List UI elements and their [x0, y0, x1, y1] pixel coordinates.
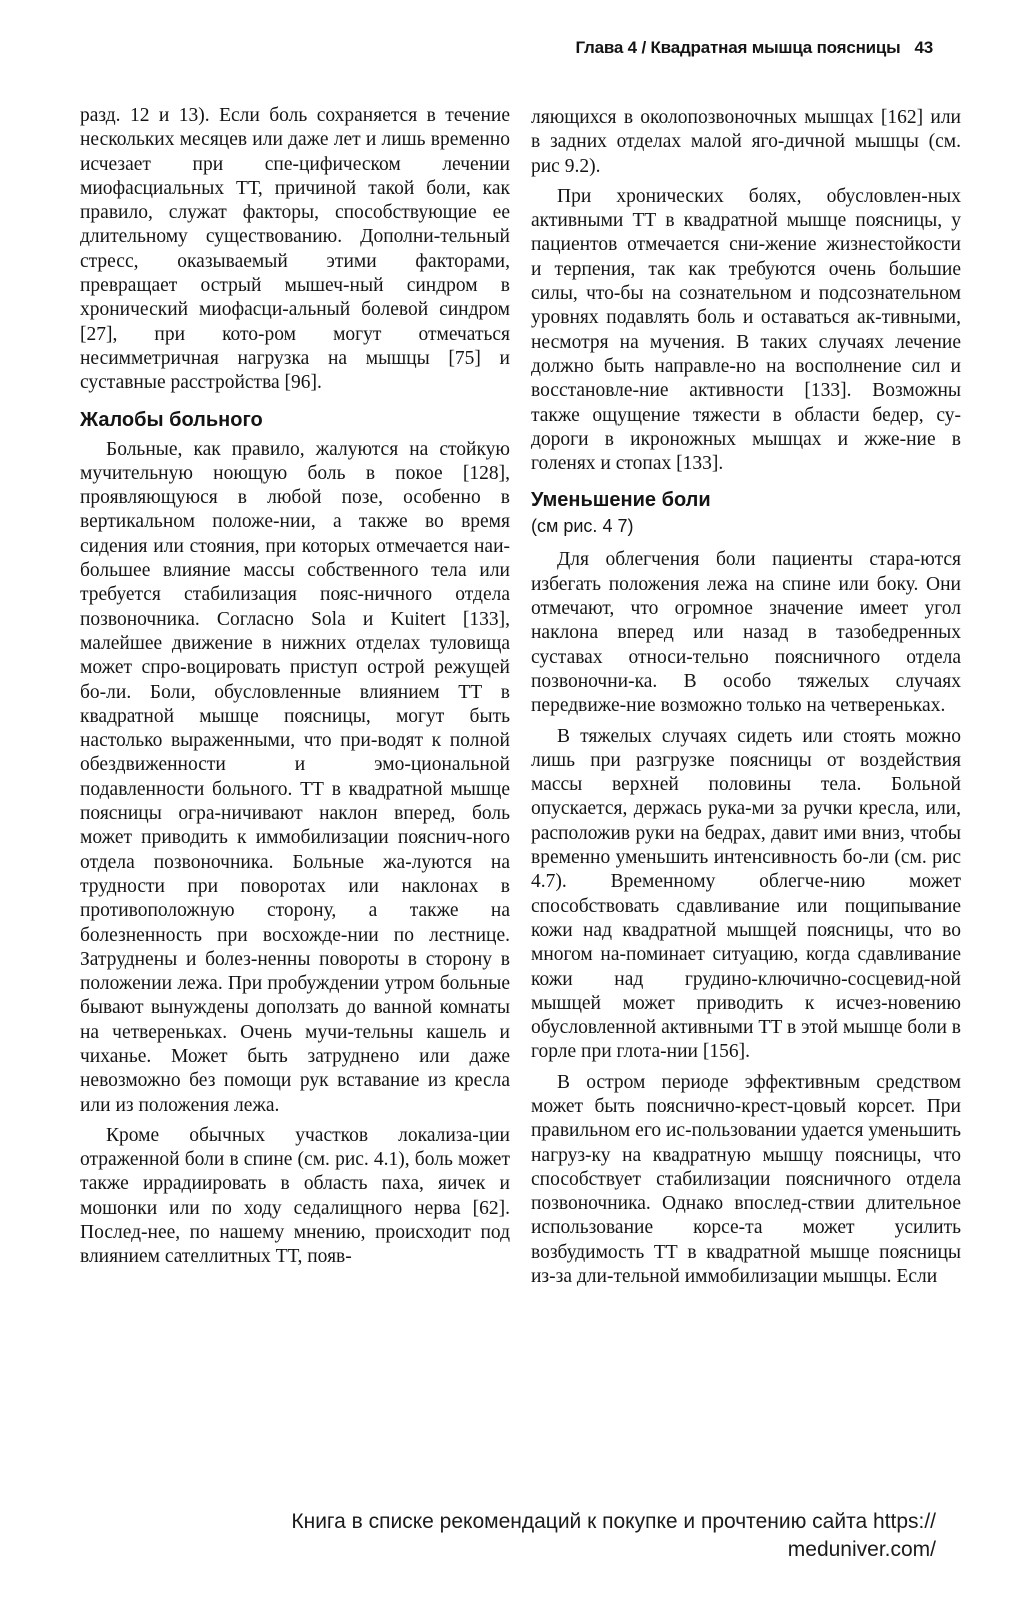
right-column — [531, 106, 961, 1295]
figure-reference: (см рис. 4 7) — [531, 516, 634, 537]
paragraph: Для облегчения боли пациенты стара-ются избегать положения лежа на спине или боку. Они отмечают, что огромное значение имеет угол наклона вперед или назад в тазобедренных суставах относи-тельно поясничного отдела позвоночни-ка. В особо тяжелых случаях передвиже-ние возможно только на четвереньках. — [531, 549, 961, 717]
paragraph: Больные, как правило, жалуются на стойкую мучительную ноющую боль в покое [128], проявляющуюся в любой позе, особенно в вертикальном положе-нии, а также во время сидения или стояния, при которых отмечается наи-большее влияние массы собственного тела или требуется стабилизация пояс-ничного отдела позвоночника. Согласно Sola и Kuitert [133], малейшее движение в нижних отделах туловища может спро-воцировать приступ острой режущей бо-ли. Боли, обусловленные влиянием ТТ в квадратной мышце поясницы, могут быть настолько выраженными, что при-водят к полной обездвиженности и эмо-циональной подавленности больного. ТТ в квадратной мышце поясницы огра-ничивают наклон вперед, боль может приводить к иммобилизации пояснич-ного отдела позвоночника. Больные жа-луются на трудности при поворотах или наклонах в противоположную сторону, а также на болезненность при восхожде-нии по лестнице. Затруднены и болез-ненны повороты в сторону в положении лежа. При пробуждении утром больные бывают вынуждены доползать до ванной комнаты на четвереньках. Очень мучи-тельны кашель и чиханье. Может быть затруднено или даже невозможно без помощи рук вставание из кресла или из положения лежа. — [80, 438, 510, 1116]
chapter-title: Глава 4 / Квадратная мышца поясницы — [575, 38, 901, 57]
paragraph: Кроме обычных участков локализа-ции отраженной боли в спине (см. рис. 4.1), боль может также иррадиировать в область паха, яичек и мошонки или по ходу седалищного нерва [62]. Послед-нее, по нашему мнению, происходит под влиянием сателлитных ТТ, появ- — [80, 1124, 510, 1268]
paragraph: ляющихся в околопозвоночных мышцах [162] или в задних отделах малой яго-дичной мышцы (см. рис 9.2). — [531, 107, 961, 177]
footer-line-1: Книга в списке рекомендаций к покупке и прочтению сайта https:// — [291, 1510, 936, 1533]
section-heading-complaints: Жалобы больного — [80, 408, 263, 431]
paragraph: В тяжелых случаях сидеть или стоять можно лишь при разгрузке поясницы от воздействия массы верхней половины тела. Больной опускается, держась рука-ми за ручки кресла, или, расположив руки на бедрах, давит ими вниз, чтобы временно уменьшить интенсивность бо-ли (см. рис 4.7). Временному облегче-нию может способствовать сдавливание или пощипывание кожи над квадратной мышцей поясницы, что во многом на-поминает ситуацию, когда сдавливание кожи над грудино-ключично-сосцевид-ной мышцей может приводить к исчез-новению обусловленной активными ТТ в этой мышце боли в горле при глота-нии [156]. — [531, 725, 961, 1063]
paragraph: разд. 12 и 13). Если боль сохраняется в течение нескольких месяцев или даже лет и лишь временно исчезает при спе-цифическом лечении миофасциальных ТТ, причиной такой боли, как правило, служат факторы, способствующие ее длительному существованию. Дополни-тельный стресс, оказываемый этими факторами, превращает острый мышеч-ный синдром в хронический миофасци-альный болевой синдром [27], при кото-ром могут отмечаться несимметричная нагрузка на мышцы [75] и суставные расстройства [96]. — [80, 105, 510, 394]
section-heading-pain-relief: Уменьшение боли — [531, 489, 711, 512]
footer-line-2: meduniver.com/ — [787, 1538, 936, 1561]
paragraph: В остром периоде эффективным средством может быть пояснично-крест-цовый корсет. При правильном его ис-пользовании удается уменьшить нагруз-ку на квадратную мышцу поясницы, что способствует стабилизации поясничного отдела позвоночника. Однако впослед-ствии длительное использование корсе-та может усилить возбудимость ТТ в квадратной мышце поясницы из-за дли-тельной иммобилизации мышцы. Если — [531, 1071, 961, 1288]
left-column — [80, 104, 510, 1276]
page-number: 43 — [914, 38, 933, 57]
watermark-footer — [150, 1508, 936, 1564]
running-header — [575, 38, 933, 58]
paragraph: При хронических болях, обусловлен-ных активными ТТ в квадратной мышце поясницы, у пациентов отмечается сни-жение жизнестойкости и терпения, так как требуются очень большие силы, что-бы на сознательном и подсознательном уровнях подавлять боль и оставаться ак-тивными, несмотря на мучения. В таких случаях лечение должно быть направле-но на восполнение сил и восстановле-ние активности [133]. Возможны также ощущение тяжести в области бедер, су-дороги в икроножных мышцах и жже-ние в голенях и стопах [133]. — [531, 185, 961, 475]
